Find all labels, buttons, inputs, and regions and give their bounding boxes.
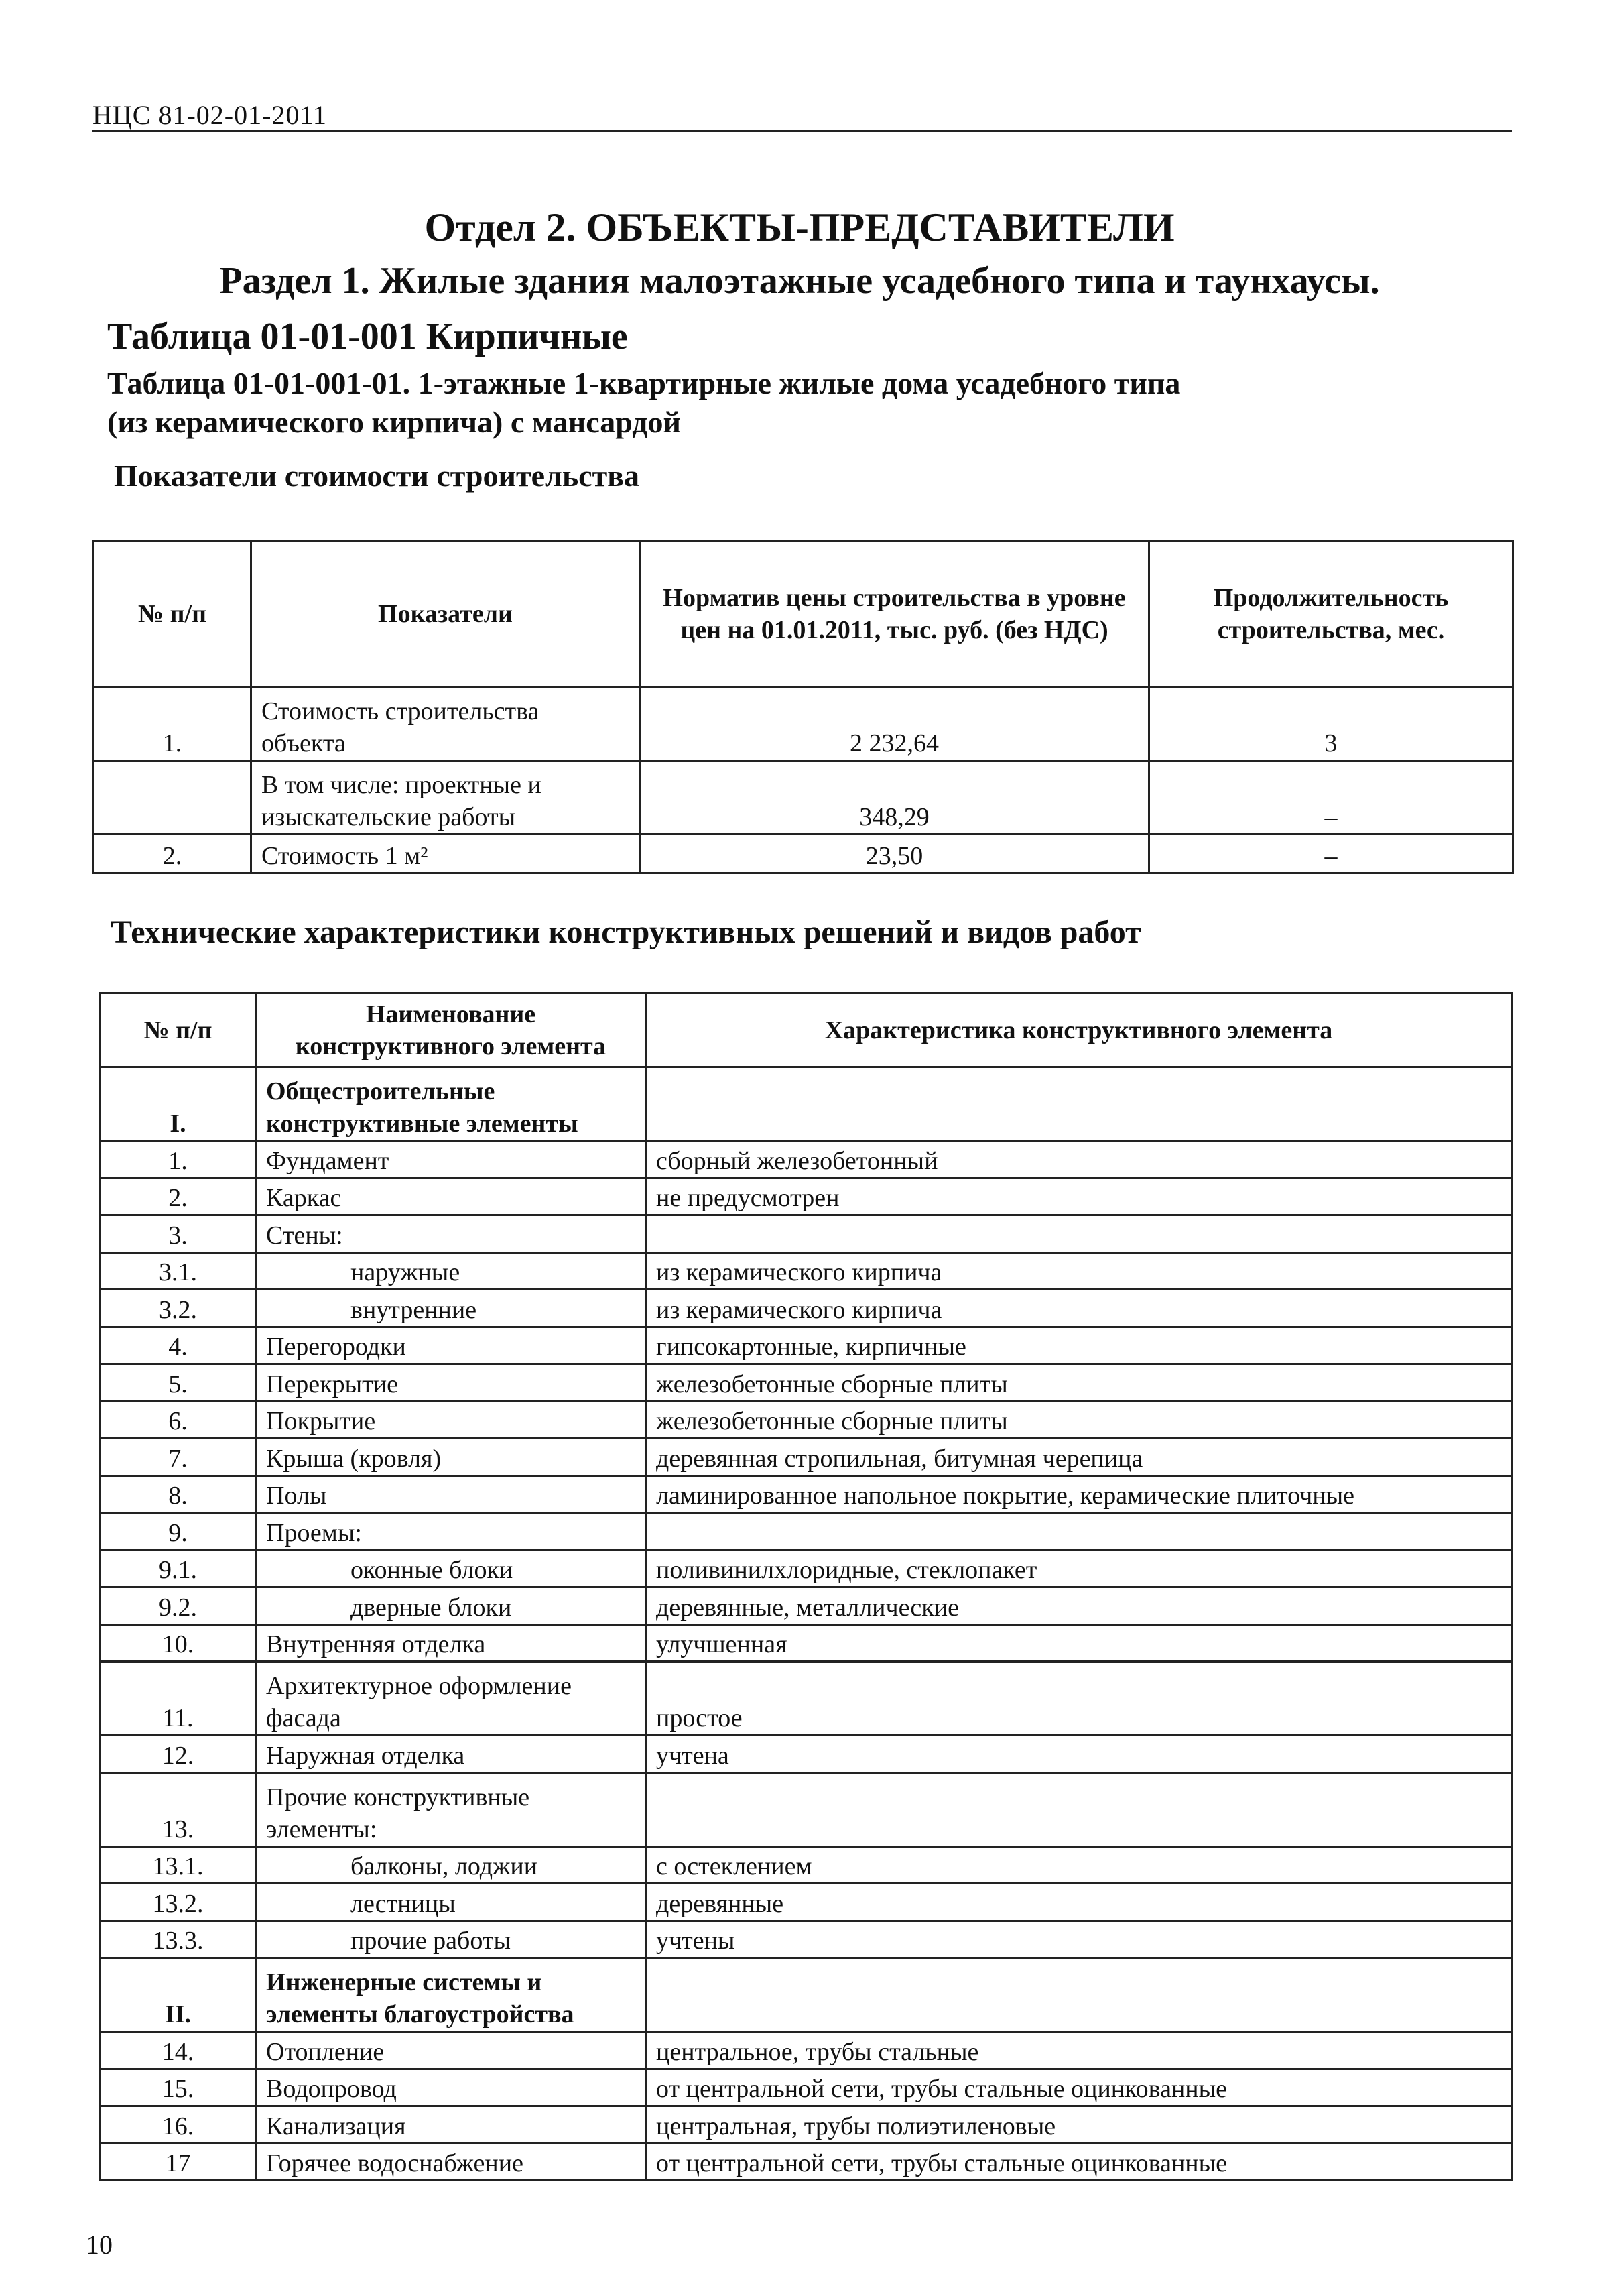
row-element-name: Наружная отделка [256,1736,646,1773]
row-characteristic [646,1215,1512,1253]
table-row [101,1067,1512,1141]
table-row [101,2069,1512,2106]
row-num: 9.2. [101,1587,256,1625]
row-num: 3.1. [101,1252,256,1290]
tech-table [99,992,1513,2181]
cost-header-price: Норматив цены строительства в уровне цен на 01.01.2011, тыс. руб. (без НДС) [640,541,1149,687]
row-characteristic [646,1958,1512,2032]
table-title-line1: Таблица 01-01-001-01. 1-этажные 1-квартирные жилые дома усадебного типа [107,366,1181,400]
row-element-name: Крыша (кровля) [256,1439,646,1476]
row-num: 8. [101,1475,256,1513]
row-num: 13.2. [101,1884,256,1921]
row-num: 3. [101,1215,256,1253]
row-characteristic: не предусмотрен [646,1178,1512,1215]
row-num: 11. [101,1662,256,1736]
row-characteristic: из керамического кирпича [646,1252,1512,1290]
row-characteristic [646,1513,1512,1551]
row-element-name: Архитектурное оформление фасада [256,1662,646,1736]
row-characteristic: железобетонные сборные плиты [646,1364,1512,1402]
row-characteristic: простое [646,1662,1512,1736]
row-num: 13.1. [101,1846,256,1884]
document-code: НЦС 81-02-01-2011 [92,100,327,130]
row-num: 5. [101,1364,256,1402]
row-indicator: Стоимость 1 м² [251,835,640,873]
row-characteristic: железобетонные сборные плиты [646,1401,1512,1439]
row-num: 1. [101,1141,256,1179]
row-characteristic: с остеклением [646,1846,1512,1884]
table-row [101,1587,1512,1625]
row-characteristic: от центральной сети, трубы стальные оцинкованные [646,2143,1512,2181]
row-indicator: Стоимость строительства объекта [251,687,640,761]
table-row [94,835,1513,873]
table-row [101,1958,1512,2032]
row-duration: – [1149,835,1513,873]
row-element-name: балконы, лоджии [256,1846,646,1884]
table-row [101,1327,1512,1364]
cost-table-header [94,541,1513,687]
tech-table-header [101,993,1512,1067]
row-num: 10. [101,1624,256,1662]
row-characteristic: деревянные [646,1884,1512,1921]
table-row [101,1215,1512,1253]
table-row [101,1662,1512,1736]
row-num: 3.2. [101,1290,256,1327]
row-price: 348,29 [640,761,1149,835]
row-num: 13. [101,1772,256,1846]
row-characteristic: деревянная стропильная, битумная черепица [646,1439,1512,1476]
row-characteristic: центральная, трубы полиэтиленовые [646,2106,1512,2144]
row-num: 1. [94,687,251,761]
header-divider [92,130,1512,132]
tech-header-name: Наименование конструктивного элемента [256,993,646,1067]
row-characteristic: поливинилхлоридные, стеклопакет [646,1550,1512,1587]
tech-heading: Технические характеристики конструктивных решений и видов работ [111,914,1141,950]
row-element-name: Внутренняя отделка [256,1624,646,1662]
row-element-name: прочие работы [256,1921,646,1958]
cost-header-indicator: Показатели [251,541,640,687]
row-characteristic: учтена [646,1736,1512,1773]
row-element-name: Проемы: [256,1513,646,1551]
row-element-name: Покрытие [256,1401,646,1439]
table-row [94,761,1513,835]
row-price: 23,50 [640,835,1149,873]
table-row [101,1624,1512,1662]
row-characteristic: из керамического кирпича [646,1290,1512,1327]
table-row [101,2106,1512,2144]
table-row [101,1439,1512,1476]
row-num: 2. [101,1178,256,1215]
row-num: I. [101,1067,256,1141]
row-characteristic: деревянные, металлические [646,1587,1512,1625]
cost-heading: Показатели стоимости строительства [114,459,640,493]
row-characteristic [646,1067,1512,1141]
table-row [101,2143,1512,2181]
row-element-name: Полы [256,1475,646,1513]
row-num: 4. [101,1327,256,1364]
cost-header-duration: Продолжительность строительства, мес. [1149,541,1513,687]
table-row [101,1921,1512,1958]
row-element-name: наружные [256,1252,646,1290]
row-element-name: Инженерные системы и элементы благоустройства [256,1958,646,2032]
row-element-name: оконные блоки [256,1550,646,1587]
table-row [101,1736,1512,1773]
row-num: 17 [101,2143,256,2181]
row-characteristic: ламинированное напольное покрытие, керамические плиточные [646,1475,1512,1513]
table-row [101,1252,1512,1290]
row-element-name: Водопровод [256,2069,646,2106]
row-num: II. [101,1958,256,2032]
row-characteristic: от центральной сети, трубы стальные оцинкованные [646,2069,1512,2106]
row-element-name: Прочие конструктивные элементы: [256,1772,646,1846]
row-num: 2. [94,835,251,873]
row-characteristic: улучшенная [646,1624,1512,1662]
row-element-name: Фундамент [256,1141,646,1179]
row-element-name: Канализация [256,2106,646,2144]
row-element-name: Горячее водоснабжение [256,2143,646,2181]
table-row [94,687,1513,761]
tech-header-char: Характеристика конструктивного элемента [646,993,1512,1067]
row-element-name: Отопление [256,2032,646,2069]
row-element-name: Перегородки [256,1327,646,1364]
row-num: 9.1. [101,1550,256,1587]
row-element-name: лестницы [256,1884,646,1921]
row-price: 2 232,64 [640,687,1149,761]
row-num: 9. [101,1513,256,1551]
row-num [94,761,251,835]
row-element-name: Стены: [256,1215,646,1253]
table-row [101,1141,1512,1179]
row-num: 14. [101,2032,256,2069]
row-characteristic: центральное, трубы стальные [646,2032,1512,2069]
page-number: 10 [86,2230,113,2260]
tech-header-num: № п/п [101,993,256,1067]
table-row [101,1772,1512,1846]
table-row [101,2032,1512,2069]
cost-table [92,540,1514,874]
row-element-name: Общестроительные конструктивные элементы [256,1067,646,1141]
table-row [101,1290,1512,1327]
table-row [101,1513,1512,1551]
row-num: 16. [101,2106,256,2144]
row-duration: 3 [1149,687,1513,761]
row-characteristic: сборный железобетонный [646,1141,1512,1179]
table-title-line2: (из керамического кирпича) с мансардой [107,405,682,439]
row-num: 6. [101,1401,256,1439]
section-title: Отдел 2. ОБЪЕКТЫ-ПРЕДСТАВИТЕЛИ [424,205,1175,249]
table-row [101,1550,1512,1587]
row-indicator: В том числе: проектные и изыскательские работы [251,761,640,835]
row-element-name: Каркас [256,1178,646,1215]
table-row [101,1846,1512,1884]
table-row [101,1178,1512,1215]
table-row [101,1401,1512,1439]
subsection-title: Раздел 1. Жилые здания малоэтажные усадебного типа и таунхаусы. [219,260,1380,302]
row-num: 15. [101,2069,256,2106]
row-characteristic: гипсокартонные, кирпичные [646,1327,1512,1364]
row-characteristic: учтены [646,1921,1512,1958]
row-num: 7. [101,1439,256,1476]
row-duration: – [1149,761,1513,835]
table-group-title: Таблица 01-01-001 Кирпичные [107,316,628,357]
table-row [101,1475,1512,1513]
row-element-name: Перекрытие [256,1364,646,1402]
row-element-name: дверные блоки [256,1587,646,1625]
row-element-name: внутренние [256,1290,646,1327]
row-num: 12. [101,1736,256,1773]
table-row [101,1364,1512,1402]
row-num: 13.3. [101,1921,256,1958]
table-row [101,1884,1512,1921]
cost-header-num: № п/п [94,541,251,687]
row-characteristic [646,1772,1512,1846]
